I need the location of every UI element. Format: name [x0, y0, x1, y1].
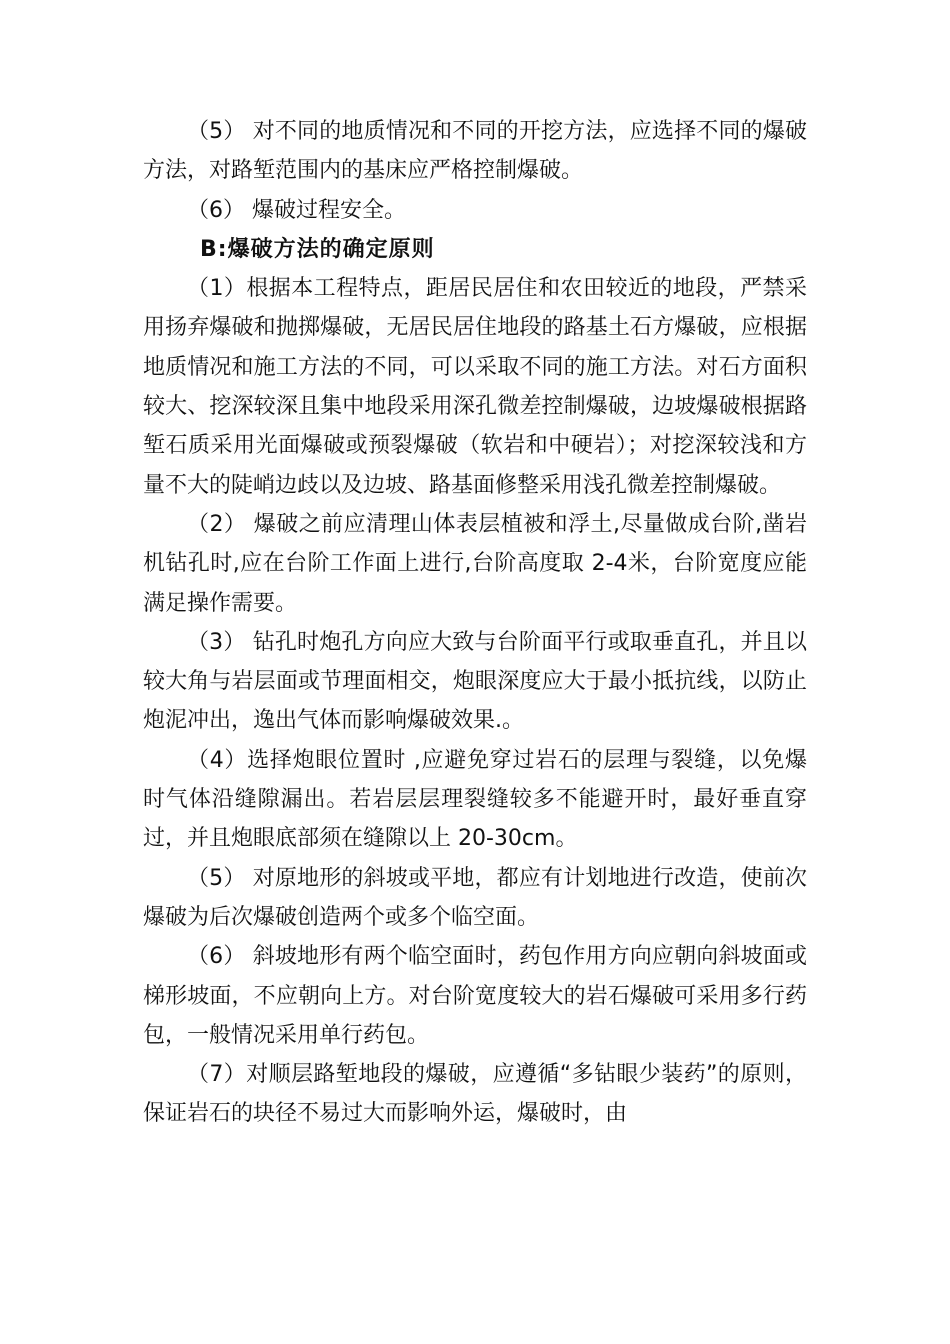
paragraph-principle-3: （3） 钻孔时炮孔方向应大致与台阶面平行或取垂直孔，并且以较大角与岩层面或节理面相交，炮眼深度应大于最小抵抗线，以防止炮泥冲出，逸出气体而影响爆破效果.。: [143, 629, 807, 734]
section-heading: B:爆破方法的确定原则: [200, 236, 435, 262]
paragraph-principle-4: （4）选择炮眼位置时 ,应避免穿过岩石的层理与裂缝，以免爆时气体沿缝隙漏出。若岩层层理裂缝较多不能避开时，最好垂直穿过，并且炮眼底部须在缝隙以上 20-30cm。: [143, 747, 807, 852]
paragraph-principle-2: （2） 爆破之前应清理山体表层植被和浮土,尽量做成台阶,凿岩机钻孔时,应在台阶工作面上进行,台阶高度取 2-4米，台阶宽度应能满足操作需要。: [143, 511, 807, 616]
paragraph-principle-1: （1）根据本工程特点，距居民居住和农田较近的地段，严禁采用扬弃爆破和抛掷爆破，无居民居住地段的路基土石方爆破，应根据地质情况和施工方法的不同，可以采取不同的施工方法。对石方面积较大、挖深较深且集中地段采用深孔微差控制爆破，边坡爆破根据路堑石质采用光面爆破或预裂爆破（软岩和中硬岩）；对挖深较浅和方量不大的陡峭边歧以及边坡、路基面修整采用浅孔微差控制爆破。: [143, 276, 807, 498]
paragraph-principle-6: （6） 斜坡地形有两个临空面时，药包作用方向应朝向斜坡面或梯形坡面，不应朝向上方。对台阶宽度较大的岩石爆破可采用多行药包，一般情况采用单行药包。: [143, 944, 807, 1048]
paragraph-principle-5: （5） 对原地形的斜坡或平地，都应有计划地进行改造，使前次爆破为后次爆破创造两个或多个临空面。: [143, 865, 807, 930]
paragraph-blasting-method-selection: （5） 对不同的地质情况和不同的开挖方法，应选择不同的爆破方法，对路堑范围内的基床应严格控制爆破。: [143, 119, 807, 184]
document-body: [143, 112, 807, 1134]
paragraph-principle-7: （7）对顺层路堑地段的爆破，应遵循“多钻眼少装药”的原则，保证岩石的块径不易过大而影响外运，爆破时，由: [143, 1062, 807, 1127]
paragraph-blasting-safety: （6） 爆破过程安全。: [187, 197, 406, 223]
